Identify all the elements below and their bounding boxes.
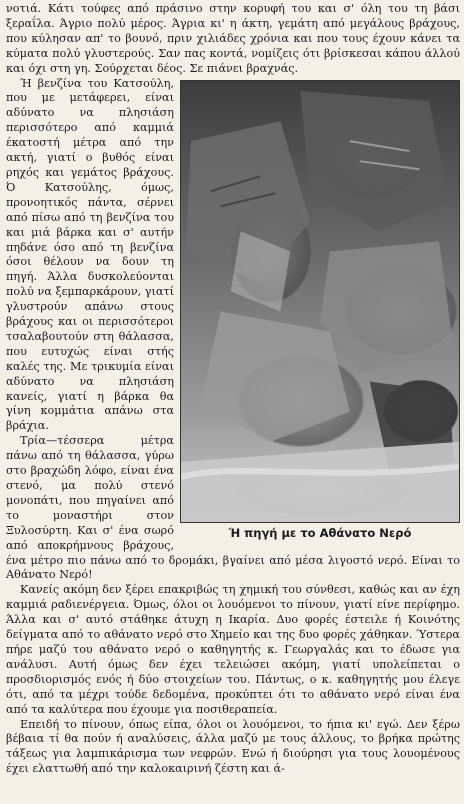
- article-page: [6, 2, 460, 802]
- paragraph-5: Επειδή το πίνουν, όπως είπα, όλοι οι λουόμενοι, το ήπια κι' εγώ. Δεν ξέρω βέβαια τί θα πούν ή αναλύσεις, άλλα μαζύ με τους άλλους, το βρήκα πρώτης τάξεως για λαμπικάρισμα των νεφρών. Ενώ ή διούρησι για τους λουομένους έχει ελαττωθή από την καλοκαιρινή ζέστη και ά-: [6, 717, 460, 776]
- paragraph-4: Κανείς ακόμη δεν ξέρει επακριβώς τη χημική του σύνθεσι, καθώς και αν έχη καμμιά ραδιενέργεια. Όμως, όλοι οι λουόμενοι το πίνουν, γιατί είνε περίφημο. Άλλα και σ' αυτό στάθηκε άτυχη η Ικαρία. Δυο φορές έστειλε ή Κοινότης δείγματα από το αθάνατο νερό στο Χημείο και της δυο φορές χάθηκαν. Ύστερα πήρε μαζύ του αθάνατο νερό ο καθηγητής κ. Γεωργαλάς και το έδωσε για ανάλυσι. Αυτή όμως δεν έχει τελειώσει ακόμη, γιατί υπολείπεται ο προσδιορισμός ενός ή δύο στοιχείων του. Πάντως, ο κ. καθηγητής μου έλεγε ότι, από τα μέχρι τούδε δεδομένα, προκύπτει ότι το αθάνατο νερό είναι ένα από τα καλύτερα που έχουμε για ποσιθεραπεία.: [6, 583, 460, 716]
- paragraph-3: Τρία—τέσσερα μέτρα πάνω από τη θάλασσα, γύρω στο βραχώδη λόφο, είναι ένα στενό, μα πολύ στενό μονοπάτι, που πηγαίνει από το μοναστήρι στον Ξυλοσύρτη. Και σ' ένα σωρό από αποκρήμνους βράχους, ένα μέτρο πιο πάνω από το δρομάκι, βγαίνει από μέσα λιγοστό νερό. Είναι το Αθάνατο Νερό!: [6, 434, 460, 582]
- figure-caption: Ή πηγή με το Αθάνατο Νερό: [228, 525, 412, 540]
- rocks-illustration: [181, 81, 459, 522]
- paragraph-1: νοτιά. Κάτι τούφες από πράσινο στην κορυφή του και σ' όλη του τη βάσι ξεραΐλα. Άγριο πολύ μέρος. Άγρια κι' η άκτη, γεμάτη από μεγάλους βράχους, που κύλησαν απ' το βουνό, πριν χιλιάδες χρόνια και που τους έχουν κάνει τα κύματα πολύ γλυστερούς. Σαν πας κοντά, νομίζεις ότι βρίσκεσαι κάπου άλλού και όχι στη γη. Σούρχεται δέος. Σε πιάνει βραχνάς.: [6, 2, 460, 75]
- figure: [180, 80, 460, 542]
- photo-rocks-spring: [180, 80, 460, 523]
- paragraph-2: Ή βενζίνα του Κατσούλη, που με μετάφερει, είναι αδύνατο να πλησιάση περισσότερο από καμμιά έκατοστή μέτρα από την ακτή, γιατί ο βυθός είναι ρηχός και γεμάτος βράχους. Ό Κατσούλης, όμως, προνοητικός πάντα, σέρνει από πίσω από τη βενζίνα του και μιά βάρκα και σ' αυτήν πηδάνε όσο από τη βενζίνα όσοι θέλουν να δουν τη πηγή. Άλλα δυσκολεύονται πολύ να ξεμπαρκάρουν, γιατί γλυστρούν απάνω στους βράχους και οι περισσότεροι τσαλαβουτούν στη θάλασσα, που ευτυχώς είναι στής καλές της. Με τρικυμία είναι αδύνατο να πλησιάση κανείς, γιατί η βάρκα θα γίνη κομμάτια απάνω στα βράχια.: [6, 76, 174, 433]
